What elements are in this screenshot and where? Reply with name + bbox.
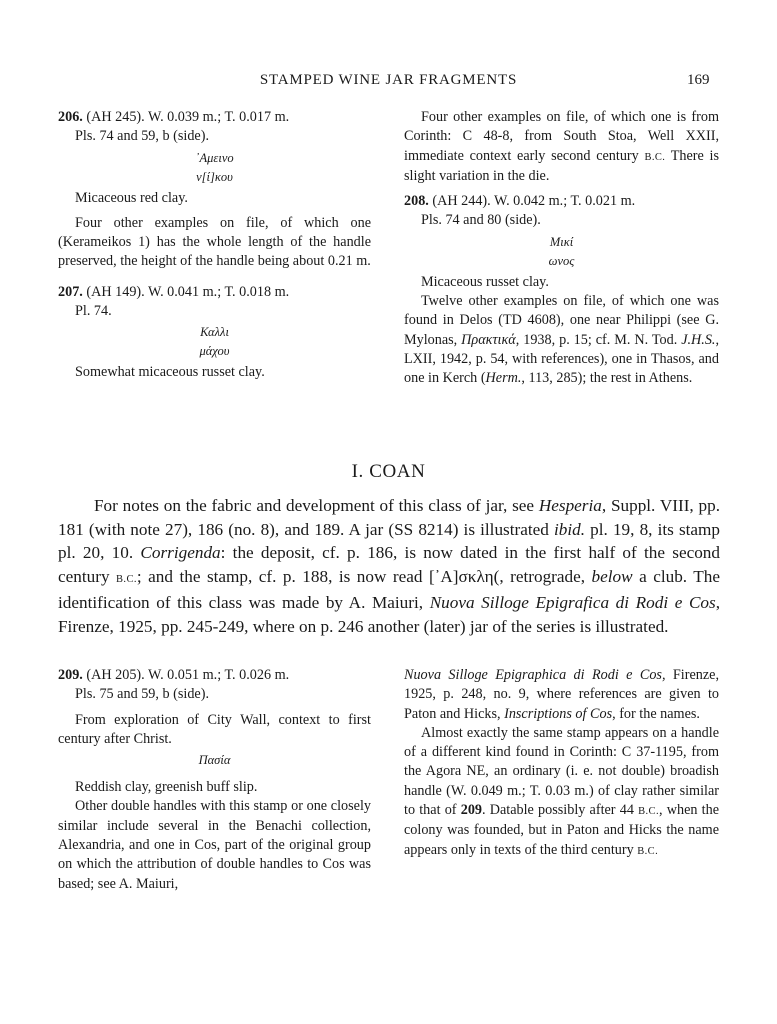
entry-reference: 209	[460, 802, 482, 819]
entry-206-clay: Micaceous red clay.	[75, 189, 188, 206]
era-abbrev: B.C.	[638, 806, 659, 818]
italic-term: below	[591, 566, 633, 586]
page-number: 169	[687, 72, 710, 88]
right-column-bottom	[404, 666, 719, 861]
text: pl. 19, 8, its stamp pl. 20, 10.	[58, 519, 720, 563]
text: , 113, 285); the rest in Athens.	[521, 370, 693, 387]
entry-208-heading	[404, 192, 719, 211]
entry-209-heading	[58, 666, 371, 685]
entry-209-plates: Pls. 75 and 59, b (side).	[75, 686, 209, 703]
entry-208-stamp	[404, 233, 719, 271]
entry-208-plates: Pls. 74 and 80 (side).	[421, 212, 541, 229]
journal-title: J.H.S.	[681, 331, 716, 348]
entry-209-continuation	[404, 666, 719, 724]
journal-title: Hesperia	[538, 496, 602, 515]
text: , Firenze, 1925, pp. 245-249, where on p. 246 another (later) jar of the series is illustrated.	[58, 593, 720, 636]
italic-term: Corrigenda	[140, 543, 221, 563]
entry-208-clay: Micaceous russet clay.	[421, 273, 549, 290]
entry-209-comparison	[404, 724, 719, 861]
running-title: STAMPED WINE JAR FRAGMENTS	[259, 72, 518, 88]
italic-term: ibid.	[554, 519, 586, 539]
entry-206-plates: Pls. 74 and 59, b (side).	[75, 128, 209, 145]
entry-209-context: From exploration of City Wall, context to first century after Christ.	[58, 711, 371, 747]
text: Twelve other examples on file, of which one was found in Delos (TD 4608), one near Philippi (see G. Mylonas,	[404, 293, 719, 348]
text: , Suppl. VIII, pp. 181 (with note 27), 186 (no. 8), and 189. A jar (SS 8214) is illustrated	[58, 496, 720, 539]
era-abbrev: B.C.	[644, 151, 666, 163]
stamp-line: ν[ί]κου	[196, 169, 233, 184]
text: , when the colony was founded, but in Paton and Hicks the name appears only in texts of the third century	[404, 802, 719, 858]
entry-207-plates: Pl. 74.	[75, 303, 112, 320]
journal-title: Πρακτικά	[461, 331, 516, 348]
entry-number: 209.	[58, 667, 83, 683]
left-column-top	[58, 108, 371, 383]
entry-number: 207.	[58, 283, 83, 300]
era-abbrev: B.C.	[637, 845, 659, 857]
right-column-top	[404, 108, 719, 389]
text: : the deposit, cf. p. 186, is now dated in the first half of the second century	[58, 543, 720, 586]
text: , 1938, p. 15; cf. M. N. Tod.	[515, 331, 682, 348]
entry-207-heading	[58, 283, 371, 302]
entry-206-stamp	[58, 149, 371, 187]
entry-206-heading	[58, 108, 371, 127]
entry-208-note	[404, 292, 719, 388]
left-column-bottom	[58, 666, 371, 894]
text: Four other examples on file, of which one is from Corinth: C 48-8, from South Stoa, Well XXII, immediate context early second century	[404, 109, 719, 164]
entry-209-clay: Reddish clay, greenish buff slip.	[75, 779, 258, 796]
entry-206-note: Four other examples on file, of which one (Kerameikos 1) has the whole length of the handle preserved, the height of the handle being about 0.21 m.	[58, 214, 371, 270]
text: Almost exactly the same stamp appears on a handle of a different kind found in Corinth: C 37-1195, from the Agora NE, an ordinary (i. e. not double) broadish handle (W. 0.049 m.; T. 0.03 m.) of clay rather similar to that of	[404, 724, 719, 819]
entry-207-clay: Somewhat micaceous russet clay.	[75, 364, 265, 381]
stamp-line: Καλλι	[200, 325, 229, 340]
entry-dimensions: (AH 244). W. 0.042 m.; T. 0.021 m.	[432, 193, 636, 210]
text: For notes on the fabric and development of this class of jar, see	[94, 496, 539, 515]
entry-207-continuation	[404, 108, 719, 186]
stamp-line: ᾿Αμεινο	[195, 150, 234, 165]
text: , LXII, 1942, p. 54, with references), one in Thasos, and one in Kerch (	[404, 331, 720, 387]
entry-207-stamp	[58, 323, 371, 361]
stamp-line: Πασία	[198, 753, 231, 768]
stamp-line: μάχου	[199, 344, 230, 359]
text: , for the names.	[612, 705, 700, 722]
text: . Datable possibly after 44	[482, 802, 639, 819]
book-title: Inscriptions of Cos	[504, 705, 613, 722]
entry-dimensions: (AH 245). W. 0.039 m.; T. 0.017 m.	[86, 109, 290, 125]
book-title: Nuova Silloge Epigraphica di Rodi e Cos,	[404, 667, 666, 683]
section-heading: I. COAN	[351, 461, 426, 482]
era-abbrev: B.C.	[116, 573, 137, 585]
section-intro	[58, 494, 720, 639]
text: a club. The identification of this class was made by A. Maiuri,	[58, 566, 720, 613]
text: ; and the stamp, cf. p. 188, is now read [᾿Α]σκλη(, retrograde,	[136, 566, 592, 586]
text: Firenze, 1925, p. 248, no. 9, where references are given to Paton and Hicks,	[404, 667, 719, 722]
book-title: Nuova Silloge Epigrafica di Rodi e Cos	[429, 593, 716, 613]
entry-number: 206.	[58, 109, 83, 125]
entry-dimensions: (AH 205). W. 0.051 m.; T. 0.026 m.	[86, 667, 290, 683]
entry-209-stamp	[58, 751, 371, 770]
stamp-line: ωνος	[548, 253, 575, 268]
stamp-line: Μικί	[549, 234, 574, 249]
entry-209-note: Other double handles with this stamp or one closely similar include several in the Benachi collection, Alexandria, and one in Cos, part of the original group on which the attribution of double handles to Cos was based; see A. Maiuri,	[58, 798, 371, 892]
entry-dimensions: (AH 149). W. 0.041 m.; T. 0.018 m.	[86, 283, 290, 300]
journal-title: Herm.	[485, 370, 522, 387]
text: There is slight variation in the die.	[404, 147, 719, 184]
entry-number: 208.	[404, 193, 429, 210]
